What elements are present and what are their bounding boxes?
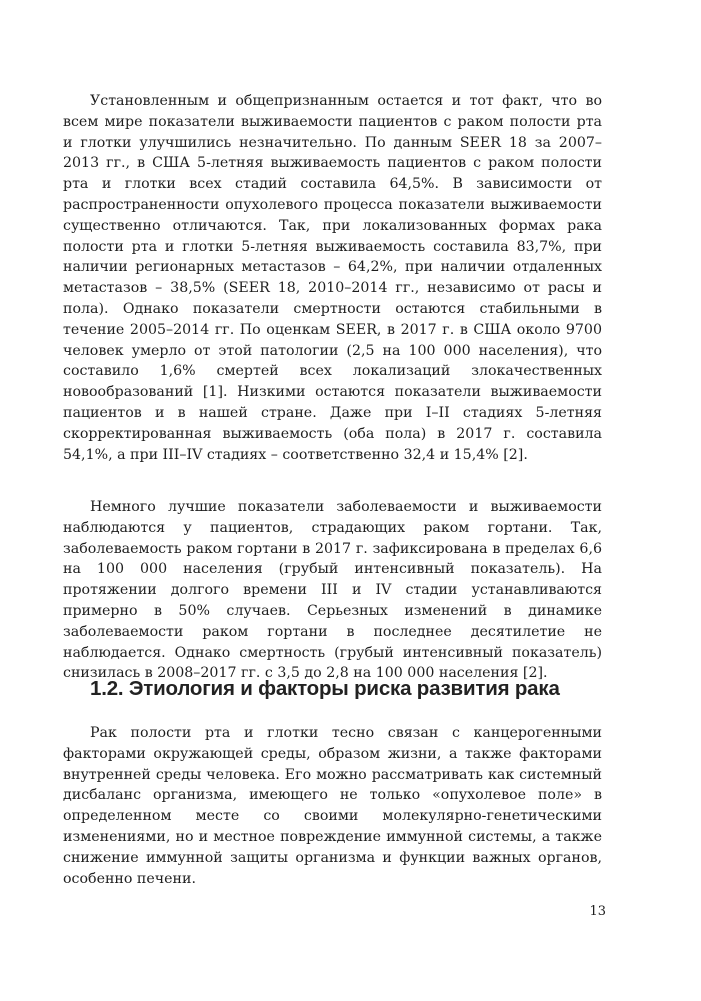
paragraph-etiology: Рак полости рта и глотки тесно связан с канцерогенными факторами окружающей среды, образом жизни, а также факторами внутренней среды человека. Его можно рассматривать как системный дисбаланс организма, имеющего не только «опухолевое поле» в определенном месте со своими молекулярно-генетическими изменениями, но и местное повреждение иммунной системы, а также снижение иммунной защиты организма и функции важных органов, особенно печени. [63, 725, 602, 887]
page-number: 13 [589, 904, 606, 919]
section-heading: 1.2. Этиология и факторы риска развития рака [90, 677, 560, 700]
paragraph-survival-rates: Установленным и общепризнанным остается и тот факт, что во всем мире показатели выживаемости пациентов с раком полости рта и глотки улучшились незначительно. По данным SEER 18 за 2007–2013 гг., в США 5-летняя выживаемость пациентов с раком полости рта и глотки всех стадий составила 64,5%. В зависимости от распространенности опухолевого процесса показатели выживаемости существенно отличаются. Так, при локализованных формах рака полости рта и глотки 5-летняя выживаемость составила 83,7%, при наличии регионарных метастазов – 64,2%, при наличии отдаленных метастазов – 38,5% (SEER 18, 2010–2014 гг., независимо от расы и пола). Однако показатели смертности остаются стабильными в течение 2005–2014 гг. По оценкам SEER, в 2017 г. в США около 9700 человек умерло от этой патологии (2,5 на 100 000 населения), что составило 1,6% смертей всех локализаций злокачественных новообразований [1]. Низкими остаются показатели выживаемости пациентов и в нашей стране. Даже при I–II стадиях 5-летняя скорректированная выживаемость (оба пола) в 2017 г. составила 54,1%, а при III–IV стадиях – соответственно 32,4 и 15,4% [2]. [63, 93, 602, 463]
paragraph-larynx-cancer: Немного лучшие показатели заболеваемости и выживаемости наблюдаются у пациентов, страдающих раком гортани. Так, заболеваемость раком гортани в 2017 г. зафиксирована в пределах 6,6 на 100 000 населения (грубый интенсивный показатель). На протяжении долгого времени III и IV стадии устанавливаются примерно в 50% случаев. Серьезных изменений в динамике заболеваемости раком гортани в последнее десятилетие не наблюдается. Однако смертность (грубый интенсивный показатель) снизилась в 2008–2017 гг. с 3,5 до 2,8 на 100 000 населения [2]. [63, 499, 602, 682]
